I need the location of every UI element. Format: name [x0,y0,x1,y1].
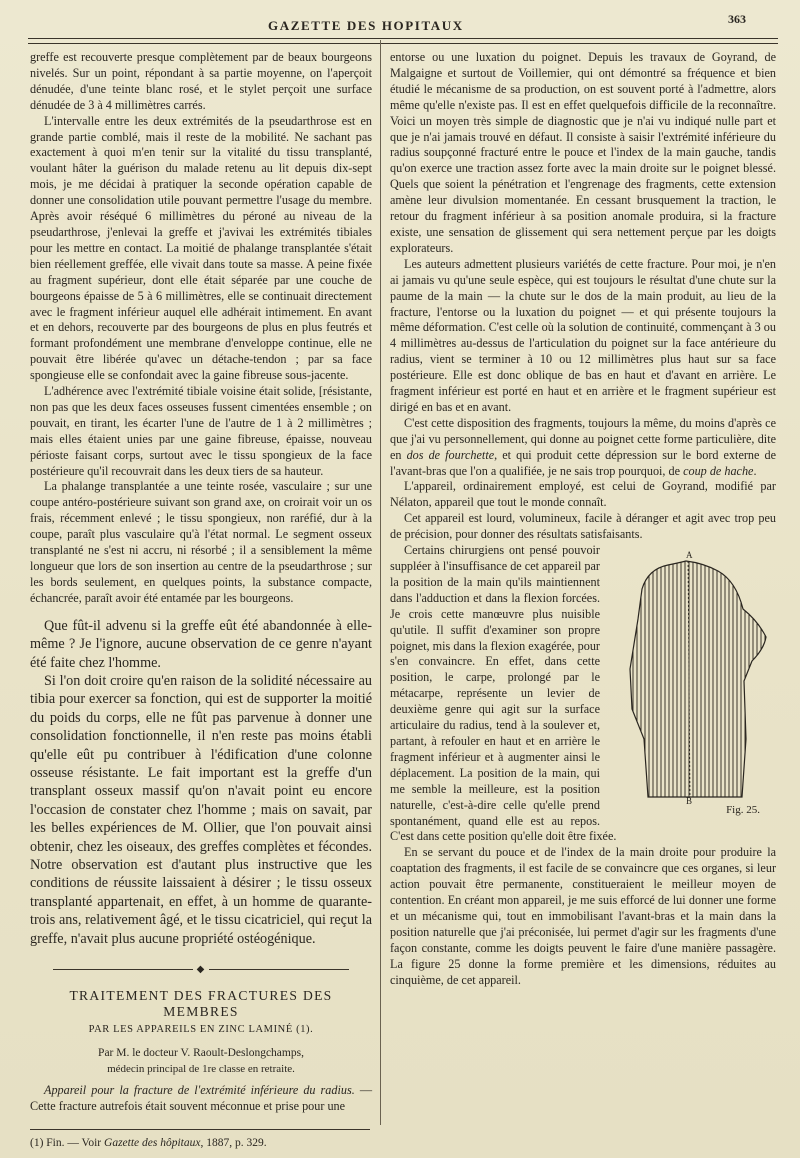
right-paragraph-6: Certains chirurgiens ont pensé pouvoir suppléer à l'insuffisance de cet appareil par la position de la main qu'ils maintiennent dans l'adduction et dans la flexion forcées. Je crois cette manœuvre plus nuisible qu'utile. Il suffit d'examiner son propre poignet, mis dans la flexion exagérée, pour s'en convaincre. En effet, dans cette position, le carpe, prolongé par le métacarpe, représente un levier de deuxième genre qui agit sur la surface articulaire du radius, tend à la soulever et, partant, à refouler en haut et en arrière le fragment inférieur et à augmenter ainsi le déplacement. La position de la main, qui me semble la meilleure, est la position naturelle, c'est-à-dire celle qu'elle prend spontanément, quand elle est au repos. C'est dans cette position qu'elle doit être fixée. [390,543,617,844]
author-role: médecin principal de 1re classe en retraite. [107,1062,295,1075]
right-paragraph-5: Cet appareil est lourd, volumineux, facile à déranger et agit avec trop peu de précision, pour donner des résultats satisfaisants. [390,511,776,542]
left-paragraph-4: La phalange transplantée a une teinte rosée, vasculaire ; sur une coupe antéro-postérieure suivant son grand axe, on croirait voir un os frais, récemment enlevé ; le tissu spongieux, non raréfié, dur à la coupe, paraît plus vasculaire qu'à l'état normal. Le segment osseux transplanté ne s'est ni accru, ni résorbé ; il a sensiblement la même longueur que lors de son insertion au centre de la pseudarthrose ; sur les bords seulement, en quelques points, la substance compacte, échancrée, paraît avoir été entamée par les bourgeons. [30,479,372,605]
article-title: TRAITEMENT DES FRACTURES DES MEMBRES [69,987,333,1019]
journal-title: GAZETTE DES HOPITAUX [268,18,464,33]
article-author: Par M. le docteur V. Raoult-Deslongchamps, [98,1046,304,1059]
left-paragraph-6: Si l'on doit croire qu'en raison de la solidité nécessaire au tibia pour exercer sa fonction, qui est de supporter la moitié du poids du corps, elle ne fût pas parvenue à donner une consolidation fonctionnelle, il n'en reste pas moins établi qu'elle eût pu contribuer à l'édification d'une colonne osseuse résistante. Le fait important est la greffe d'un transplant osseux massif qu'on n'avait point eu encore l'occasion de constater chez l'homme ; mais on savait, par les belles expériences de M. Ollier, que l'on pouvait ainsi obtenir, chez les oiseaux, des greffes complètes et fécondes. Notre observation est d'autant plus instructive que les conditions de réussite laissaient à désirer ; le tissu osseux transplanté appartenait, en effet, à un homme de quarante-trois ans, relativement âgé, et le tissu cicatriciel, qui reçut la greffe, n'avait plus aucune propriété ostéogénique. [30,672,372,947]
section-title: Appareil pour la fracture de l'extrémité inférieure du radius. [44,1083,355,1098]
right-paragraph-2: Les auteurs admettent plusieurs variétés de cette fracture. Pour moi, je n'en ai jamais vu qu'une seule espèce, qui est toujours le résultat d'une chute sur la paume de la main — la chute sur le dos de la main produit, au lieu de la fracture, l'entorse ou la luxation du poignet — et qui présente toujours la même déformation. C'est celle où la solution de continuité, commençant à 3 ou 4 millimètres au-dessus de l'articulation du poignet sur la face antérieure du radius, vient se terminer à 10 ou 12 millimètres plus haut sur sa face postérieure. Elle est donc oblique de bas en haut et d'avant en arrière. Le fragment inférieur est porté en haut et en arrière et le fragment supérieur est dirigé en bas et en avant. [390,256,776,414]
footnote: (1) Fin. — Voir Gazette des hôpitaux, 1887, p. 329. [30,1137,267,1150]
figure-label-top: A [686,550,693,561]
left-paragraph-2: L'intervalle entre les deux extrémités de la pseudarthrose est en grande partie comblé, mais il reste de la mobilité. Ne sachant pas exactement à quoi m'en tenir sur la vitalité du tissu transplanté, voulant hâter la guérison du malade retenu au lit depuis dix-sept mois, je me décidai à pratiquer la seconde opération capable de donner une consolidation utile pouvant permettre l'usage du membre. Après avoir réséqué 6 millimètres du péroné au niveau de la pseudarthrose, j'enlevai la greffe et j'avivai les extrémités tibiales pour les mettre en contact. La moitié de phalange transplantée s'était bien réellement greffée, elle vivait dans toute sa masse. A peine fixée au fragment supérieur, dont elle était séparée par une couche de bourgeons épaisse de 5 à 6 millimètres, elle se continuait directement avec le fragment inférieur auquel elle adhérait intimement. En avant et en dehors, recouverte par des bourgeons de plus en plus feutrés et formant profondément une membrane d'enveloppe continue, elle ne pouvait être libérée qu'avec un détache-tendon ; par sa face spongieuse elle se confondait avec la gaine fibreuse sous-jacente. [30,113,372,383]
left-column [30,50,372,1150]
column-divider [380,40,381,1125]
section-text: — Cette fracture autrefois était souvent méconnue et prise pour une [30,1083,373,1114]
section-paragraph [30,1083,372,1115]
right-column [390,50,776,988]
figure-caption: Fig. 25. [726,804,760,817]
right-paragraph-7: En se servant du pouce et de l'index de la main droite pour produire la coaptation des fragments, il est facile de se convaincre que ces organes, si leur action pouvait être permanente, constitueraient le meilleur moyen de contention. En créant mon appareil, je me suis efforcé de lui donner une forme et un mécanisme qui, tout en immobilisant l'avant-bras et la main dans la position naturelle que j'ai préconisée, lui permet d'agir sur les fragments d'une façon constante, comme les doigts peuvent le faire d'une manière passagère. La figure 25 donne la forme première et les dimensions, réduites au cinquième, de cet appareil. [390,845,776,987]
right-paragraph-3: C'est cette disposition des fragments, toujours la même, du moins d'après ce que j'ai vu personnellement, qui donne au poignet cette forme particulière, dite en dos de fourchette, et qui produit cette dépression sur le bord externe de l'avant-bras que l'on a qualifiée, je ne sais trop pourquoi, de coup de hache. [390,415,776,478]
right-paragraph-4: L'appareil, ordinairement employé, est celui de Goyrand, modifié par Nélaton, appareil que tout le monde connaît. [390,479,776,510]
page-number: 363 [728,12,746,26]
figure-label-bottom: B [686,796,693,805]
figure-25 [608,549,776,819]
right-paragraph-1: entorse ou une luxation du poignet. Depuis les travaux de Goyrand, de Malgaigne et surtout de Voillemier, qui ont démontré sa fréquence et bien étudié le mécanisme de sa production, on est souvent porté à l'admettre, alors même qu'elle n'existe pas. Il est en effet quelquefois difficile de la reconnaître. Voici un moyen très simple de diagnostic que je n'ai vu indiqué nulle part et que je n'ai jamais trouvé en défaut. Il consiste à saisir l'extrémité inférieure du radius soupçonné fracturé entre le pouce et l'index de la main gauche, tandis qu'on exerce une traction assez forte avec la main droite sur le poignet blessé. Quels que soient la pénétration et l'engrenage des fragments, cette extension amène leur divulsion momentanée. En cessant brusquement la traction, le retour du fragment inférieur à sa position anomale produira, si la fracture existe, une sensation de glissement qui sera nettement perçue par les doigts explorateurs. [390,50,776,255]
left-paragraph-5: Que fût-il advenu si la greffe eût été abandonnée à elle-même ? Je l'ignore, aucune observation de ce genre n'ayant été faite chez l'homme. [30,617,372,671]
left-large-text [30,617,372,948]
section-ornament: ◆ [30,962,372,978]
article-subtitle: PAR LES APPAREILS EN ZINC LAMINÉ (1). [88,1023,314,1035]
header-rule [28,38,778,44]
left-paragraph-3: L'adhérence avec l'extrémité tibiale voisine était solide, [résistante, non pas que les deux faces osseuses fussent cimentées ensemble ; on pouvait, en tirant, les écarter l'une de l'autre de 1 à 2 millimètres ; mais elles étaient unies par une gaine fibreuse, épaisse, nouveau périoste faisant corps, surtout avec le tissu spongieux de la face postérieure qu'il recouvrait dans les deux tiers de sa hauteur. [30,384,372,478]
left-paragraph-1: greffe est recouverte presque complètement par de beaux bourgeons nivelés. Sur un point, répondant à sa partie moyenne, on l'aperçoit dénudée, d'une teinte blanc rosé, et le stylet perçoit une surface dénudée de 3 à 4 millimètres carrés. [30,50,372,112]
splint-illustration [608,549,776,804]
footnote-rule [30,1129,370,1130]
running-head [0,12,800,40]
